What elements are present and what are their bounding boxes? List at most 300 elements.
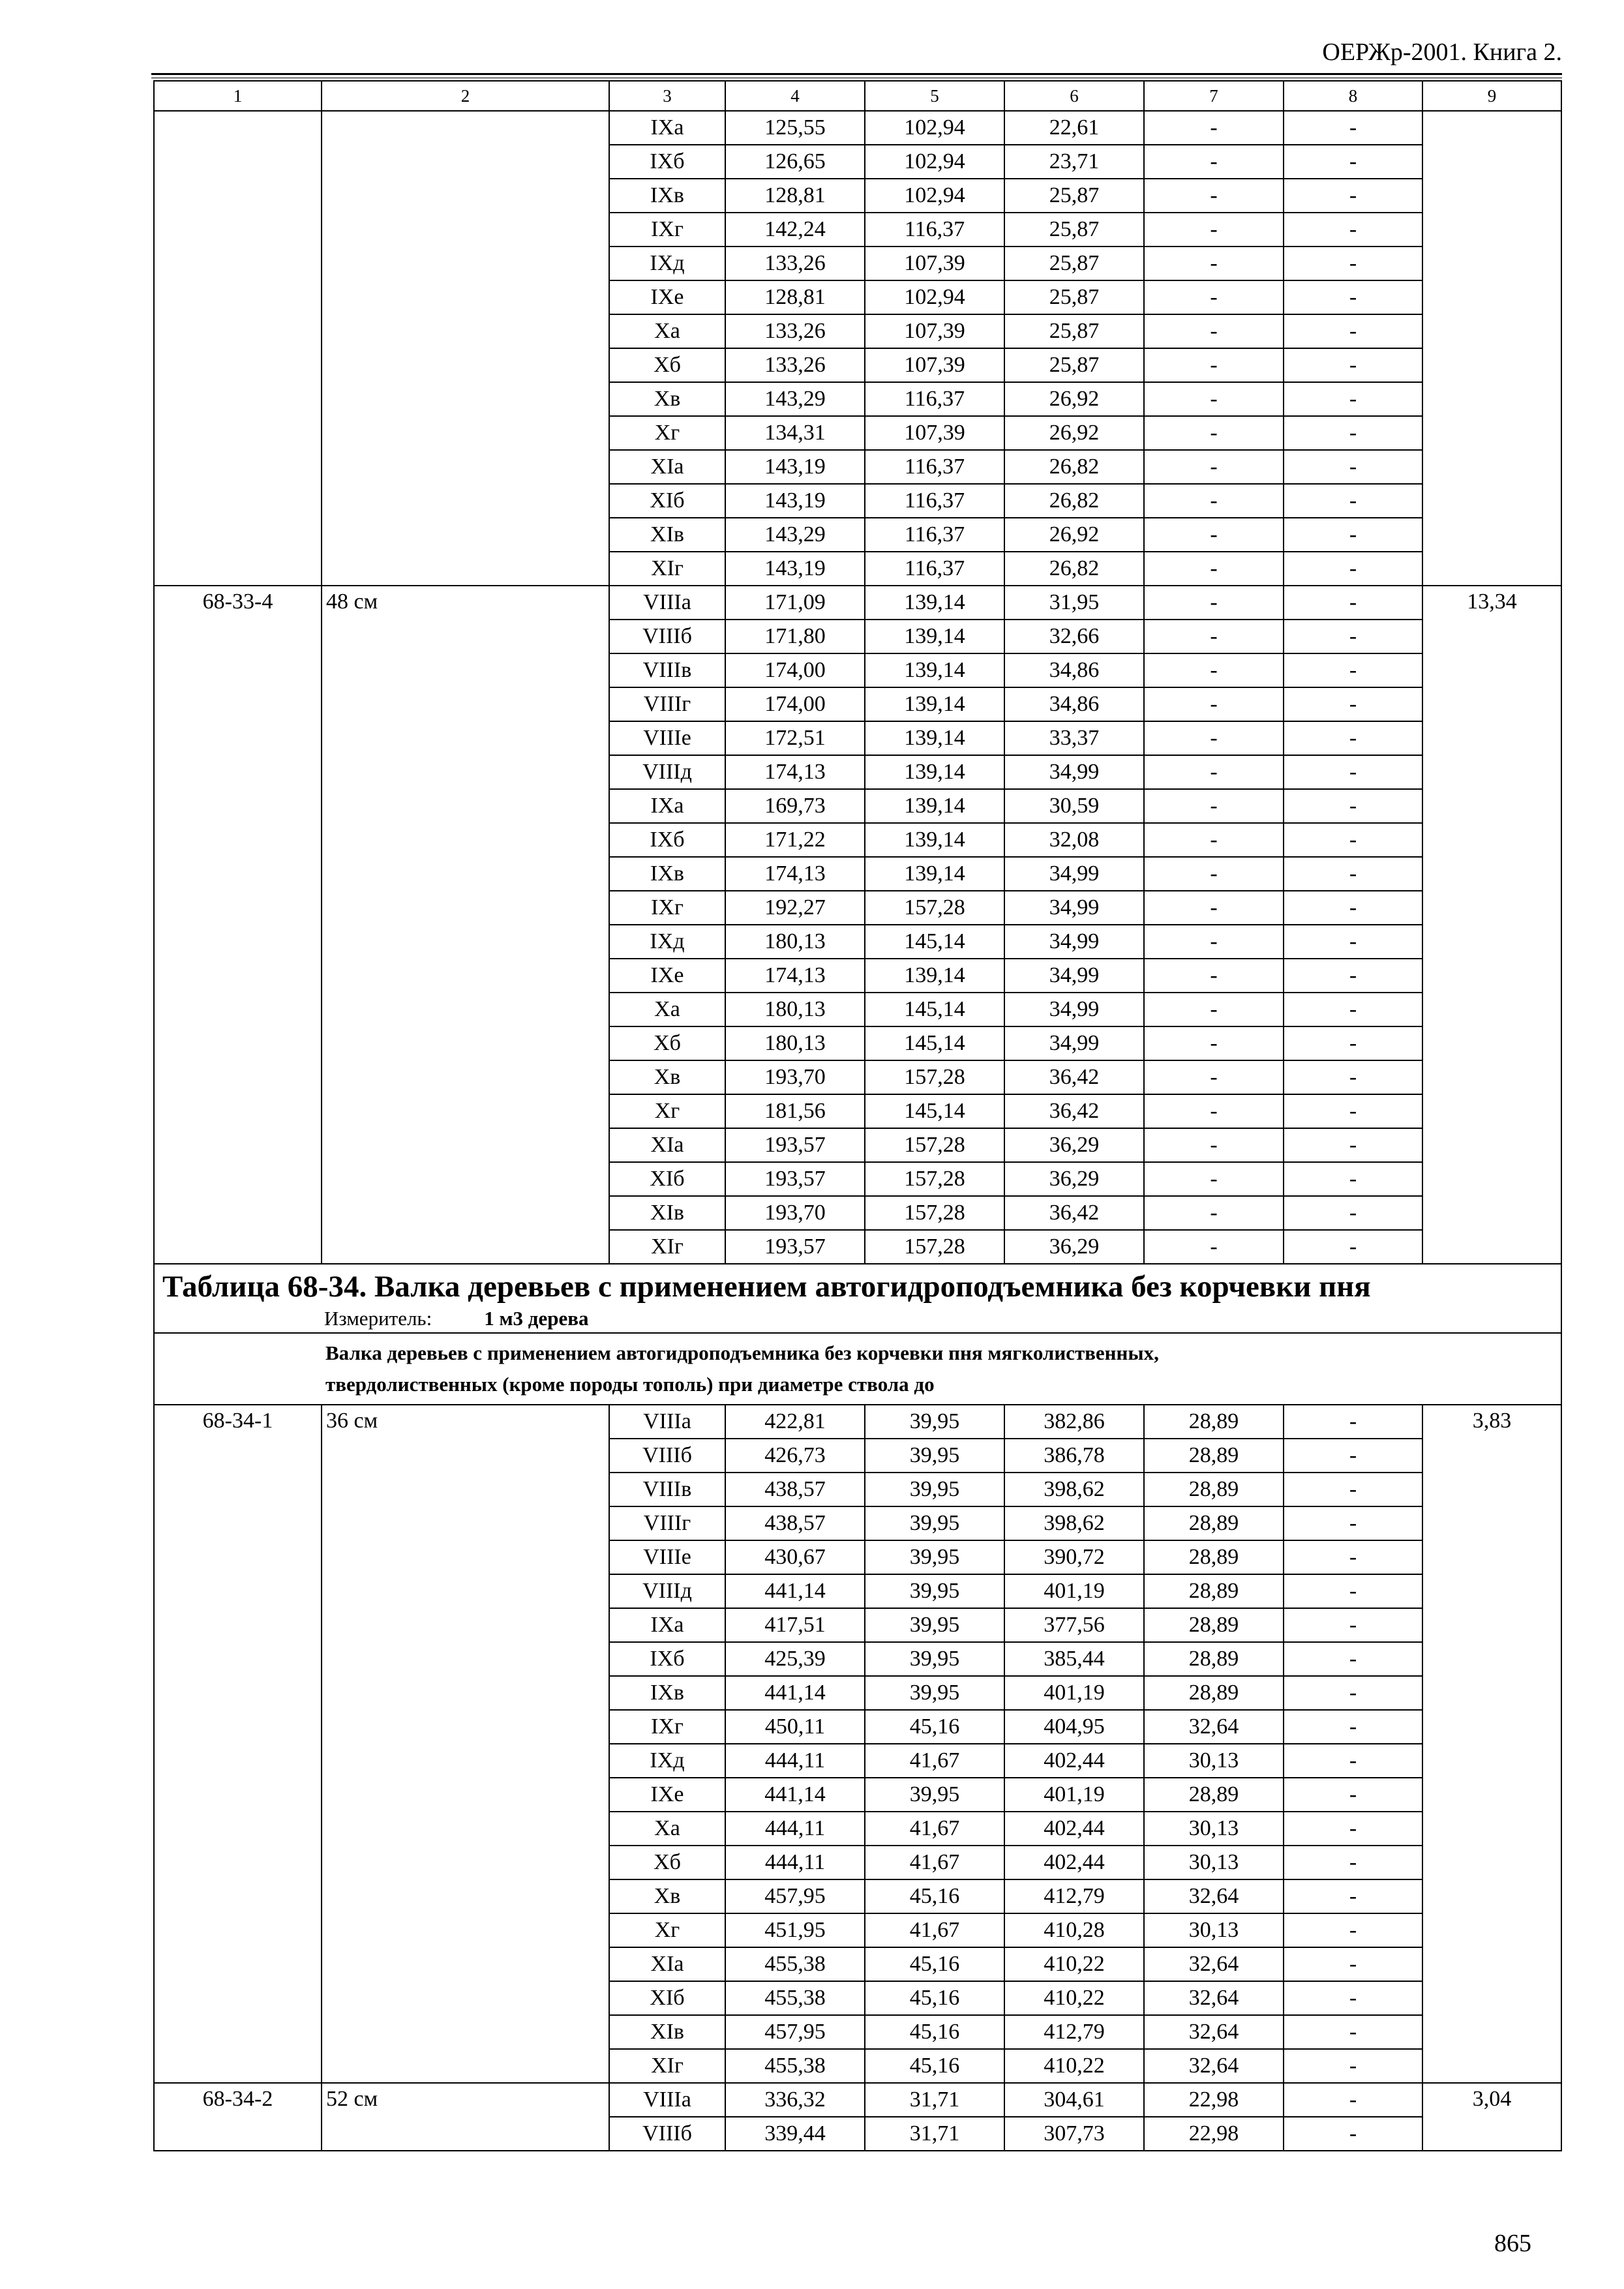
value-cell-col4: 417,51 <box>725 1608 865 1642</box>
value-cell-col3: VIIIа <box>609 586 725 620</box>
value-cell-col7: - <box>1144 959 1284 993</box>
running-header: ОЕРЖр-2001. Книга 2. <box>1322 38 1562 66</box>
value-cell-col5: 41,67 <box>865 1846 1004 1879</box>
value-cell-col3: IXб <box>609 823 725 857</box>
value-cell-col5: 102,94 <box>865 179 1004 213</box>
value-cell-col3: Xб <box>609 348 725 382</box>
value-cell-col5: 39,95 <box>865 1473 1004 1506</box>
value-cell-col4: 430,67 <box>725 1540 865 1574</box>
value-cell-col7: - <box>1144 382 1284 416</box>
value-cell-col3: IXв <box>609 1676 725 1710</box>
value-cell-col7: 30,13 <box>1144 1812 1284 1846</box>
value-cell-col8: - <box>1284 2049 1422 2083</box>
value-cell-col4: 133,26 <box>725 314 865 348</box>
value-cell-col7: - <box>1144 518 1284 552</box>
value-cell-col4: 174,00 <box>725 687 865 721</box>
value-cell-col4: 180,13 <box>725 925 865 959</box>
value-cell-col6: 398,62 <box>1004 1506 1144 1540</box>
meter-value: 1 м3 дерева <box>484 1307 589 1330</box>
value-cell-col4: 128,81 <box>725 280 865 314</box>
value-cell-col8: - <box>1284 1473 1422 1506</box>
value-cell-col3: XIг <box>609 552 725 586</box>
column-number-4: 4 <box>725 81 865 111</box>
value-cell-col5: 116,37 <box>865 518 1004 552</box>
value-cell-col7: 32,64 <box>1144 1947 1284 1981</box>
value-cell-col8: - <box>1284 1846 1422 1879</box>
value-cell-col4: 444,11 <box>725 1846 865 1879</box>
value-cell-col4: 438,57 <box>725 1473 865 1506</box>
value-cell-col3: IXв <box>609 179 725 213</box>
value-cell-col4: 444,11 <box>725 1812 865 1846</box>
value-cell-col5: 39,95 <box>865 1574 1004 1608</box>
value-cell-col3: XIг <box>609 2049 725 2083</box>
value-cell-col5: 45,16 <box>865 1710 1004 1744</box>
value-cell-col3: IXв <box>609 857 725 891</box>
value-cell-col6: 382,86 <box>1004 1405 1144 1439</box>
value-cell-col6: 23,71 <box>1004 145 1144 179</box>
value-cell-col3: IXб <box>609 1642 725 1676</box>
value-cell-col4: 193,70 <box>725 1060 865 1094</box>
value-cell-col6: 401,19 <box>1004 1676 1144 1710</box>
value-cell-col8: - <box>1284 382 1422 416</box>
value-cell-col6: 410,22 <box>1004 1947 1144 1981</box>
value-cell-col4: 172,51 <box>725 721 865 755</box>
value-cell-col5: 139,14 <box>865 653 1004 687</box>
value-cell-col4: 425,39 <box>725 1642 865 1676</box>
value-cell-col6: 377,56 <box>1004 1608 1144 1642</box>
value-cell-col5: 45,16 <box>865 2015 1004 2049</box>
value-cell-col8: - <box>1284 823 1422 857</box>
value-cell-col5: 107,39 <box>865 314 1004 348</box>
value-cell-col8: - <box>1284 1026 1422 1060</box>
value-cell-col7: 28,89 <box>1144 1506 1284 1540</box>
value-cell-col4: 134,31 <box>725 416 865 450</box>
value-cell-col7: 28,89 <box>1144 1676 1284 1710</box>
rate-code-cell: 68-34-2 <box>154 2083 322 2151</box>
value-cell-col4: 438,57 <box>725 1506 865 1540</box>
value-cell-col7: - <box>1144 552 1284 586</box>
value-cell-col5: 157,28 <box>865 1230 1004 1264</box>
value-cell-col3: IXе <box>609 280 725 314</box>
page-number: 865 <box>1494 2230 1531 2257</box>
rate-name-cell: 52 см <box>322 2083 609 2151</box>
value-cell-col5: 102,94 <box>865 145 1004 179</box>
description-line: твердолиственных (кроме породы тополь) при диаметре ствола до <box>325 1373 935 1396</box>
value-cell-col3: VIIIб <box>609 1439 725 1473</box>
value-cell-col4: 126,65 <box>725 145 865 179</box>
value-cell-col3: XIа <box>609 1128 725 1162</box>
value-cell-col7: - <box>1144 213 1284 247</box>
description-row <box>154 1333 1561 1405</box>
value-cell-col4: 181,56 <box>725 1094 865 1128</box>
value-cell-col7: 32,64 <box>1144 2015 1284 2049</box>
value-cell-col5: 157,28 <box>865 1196 1004 1230</box>
value-cell-col5: 139,14 <box>865 789 1004 823</box>
value-cell-col6: 401,19 <box>1004 1778 1144 1812</box>
value-cell-col7: - <box>1144 721 1284 755</box>
value-cell-col5: 102,94 <box>865 111 1004 145</box>
value-cell-col4: 455,38 <box>725 1981 865 2015</box>
value-cell-col5: 45,16 <box>865 2049 1004 2083</box>
value-cell-col3: IXа <box>609 789 725 823</box>
value-cell-col6: 401,19 <box>1004 1574 1144 1608</box>
value-cell-col5: 39,95 <box>865 1439 1004 1473</box>
value-cell-col4: 451,95 <box>725 1913 865 1947</box>
value-cell-col4: 143,29 <box>725 382 865 416</box>
value-cell-col4: 180,13 <box>725 1026 865 1060</box>
value-cell-col7: 22,98 <box>1144 2083 1284 2117</box>
value-cell-col3: IXа <box>609 1608 725 1642</box>
value-cell-col7: 30,13 <box>1144 1846 1284 1879</box>
value-cell-col8: - <box>1284 1981 1422 2015</box>
value-cell-col5: 39,95 <box>865 1540 1004 1574</box>
value-cell-col3: XIв <box>609 518 725 552</box>
value-cell-col5: 39,95 <box>865 1642 1004 1676</box>
value-cell-col6: 304,61 <box>1004 2083 1144 2117</box>
value-cell-col5: 139,14 <box>865 755 1004 789</box>
value-cell-col4: 441,14 <box>725 1574 865 1608</box>
value-cell-col7: 32,64 <box>1144 2049 1284 2083</box>
value-cell-col8: - <box>1284 1710 1422 1744</box>
value-cell-col6: 36,29 <box>1004 1230 1144 1264</box>
value-cell-col6: 31,95 <box>1004 586 1144 620</box>
value-cell-col8: - <box>1284 721 1422 755</box>
value-cell-col7: - <box>1144 857 1284 891</box>
value-cell-col6: 25,87 <box>1004 280 1144 314</box>
value-cell-col7: - <box>1144 1162 1284 1196</box>
value-cell-col3: Xг <box>609 1094 725 1128</box>
value-cell-col5: 145,14 <box>865 1094 1004 1128</box>
value-cell-col6: 26,82 <box>1004 450 1144 484</box>
value-cell-col8: - <box>1284 687 1422 721</box>
value-cell-col8: - <box>1284 213 1422 247</box>
value-cell-col4: 457,95 <box>725 1879 865 1913</box>
value-cell-col7: 28,89 <box>1144 1778 1284 1812</box>
value-cell-col6: 410,22 <box>1004 1981 1144 2015</box>
value-cell-col5: 145,14 <box>865 993 1004 1026</box>
value-cell-col3: VIIIе <box>609 1540 725 1574</box>
value-cell-col3: IXд <box>609 925 725 959</box>
value-cell-col4: 169,73 <box>725 789 865 823</box>
value-cell-col6: 404,95 <box>1004 1710 1144 1744</box>
value-cell-col4: 174,13 <box>725 755 865 789</box>
column-number-6: 6 <box>1004 81 1144 111</box>
value-cell-col4: 125,55 <box>725 111 865 145</box>
value-cell-col7: - <box>1144 620 1284 653</box>
value-cell-col5: 116,37 <box>865 552 1004 586</box>
value-cell-col7: 28,89 <box>1144 1439 1284 1473</box>
value-cell-col8: - <box>1284 552 1422 586</box>
value-cell-col7: - <box>1144 484 1284 518</box>
value-cell-col6: 36,29 <box>1004 1162 1144 1196</box>
value-cell-col5: 39,95 <box>865 1506 1004 1540</box>
value-cell-col6: 36,42 <box>1004 1094 1144 1128</box>
value-cell-col8: - <box>1284 1230 1422 1264</box>
value-cell-col8: - <box>1284 1947 1422 1981</box>
value-cell-col5: 39,95 <box>865 1676 1004 1710</box>
value-cell-col6: 402,44 <box>1004 1744 1144 1778</box>
value-cell-col5: 102,94 <box>865 280 1004 314</box>
value-cell-col3: Xа <box>609 1812 725 1846</box>
value-cell-col8: - <box>1284 2083 1422 2117</box>
value-cell-col7: 28,89 <box>1144 1574 1284 1608</box>
value-cell-col7: 30,13 <box>1144 1913 1284 1947</box>
value-cell-col3: IXе <box>609 1778 725 1812</box>
value-cell-col5: 116,37 <box>865 213 1004 247</box>
value-cell-col7: 28,89 <box>1144 1642 1284 1676</box>
value-cell-col6: 26,92 <box>1004 382 1144 416</box>
value-cell-col8: - <box>1284 2015 1422 2049</box>
value-cell-col6: 25,87 <box>1004 179 1144 213</box>
table-row <box>154 586 1561 620</box>
value-cell-col8: - <box>1284 348 1422 382</box>
value-cell-col3: VIIIв <box>609 1473 725 1506</box>
value-cell-col3: IXг <box>609 1710 725 1744</box>
value-cell-col4: 174,00 <box>725 653 865 687</box>
value-cell-col7: - <box>1144 1060 1284 1094</box>
value-cell-col3: IXб <box>609 145 725 179</box>
value-cell-col5: 139,14 <box>865 687 1004 721</box>
value-cell-col8: - <box>1284 1778 1422 1812</box>
value-cell-col5: 39,95 <box>865 1608 1004 1642</box>
value-cell-col3: VIIIв <box>609 653 725 687</box>
value-cell-col8: - <box>1284 1642 1422 1676</box>
value-cell-col3: XIг <box>609 1230 725 1264</box>
value-cell-col8: - <box>1284 1608 1422 1642</box>
value-cell-col7: 32,64 <box>1144 1710 1284 1744</box>
value-cell-col3: Xа <box>609 314 725 348</box>
value-cell-col6: 32,08 <box>1004 823 1144 857</box>
value-cell-col8: - <box>1284 959 1422 993</box>
value-cell-col7: - <box>1144 891 1284 925</box>
value-cell-col4: 171,22 <box>725 823 865 857</box>
value-cell-col6: 402,44 <box>1004 1812 1144 1846</box>
value-cell-col7: 28,89 <box>1144 1540 1284 1574</box>
column-number-5: 5 <box>865 81 1004 111</box>
value-cell-col7: - <box>1144 314 1284 348</box>
value-cell-col3: Xб <box>609 1026 725 1060</box>
value-cell-col3: IXе <box>609 959 725 993</box>
value-cell-col6: 386,78 <box>1004 1439 1144 1473</box>
column-number-2: 2 <box>322 81 609 111</box>
value-cell-col7: - <box>1144 1094 1284 1128</box>
value-cell-col8: - <box>1284 1196 1422 1230</box>
value-cell-col6: 402,44 <box>1004 1846 1144 1879</box>
value-cell-col6: 398,62 <box>1004 1473 1144 1506</box>
col9-cell: 3,83 <box>1422 1405 1561 2083</box>
value-cell-col3: IXа <box>609 111 725 145</box>
column-header-row <box>154 81 1561 111</box>
value-cell-col5: 107,39 <box>865 416 1004 450</box>
value-cell-col6: 26,82 <box>1004 552 1144 586</box>
value-cell-col7: - <box>1144 145 1284 179</box>
value-cell-col5: 116,37 <box>865 382 1004 416</box>
value-cell-col8: - <box>1284 891 1422 925</box>
value-cell-col6: 22,61 <box>1004 111 1144 145</box>
value-cell-col4: 441,14 <box>725 1778 865 1812</box>
value-cell-col8: - <box>1284 925 1422 959</box>
value-cell-col7: - <box>1144 348 1284 382</box>
value-cell-col4: 128,81 <box>725 179 865 213</box>
value-cell-col8: - <box>1284 518 1422 552</box>
value-cell-col7: - <box>1144 925 1284 959</box>
value-cell-col5: 139,14 <box>865 857 1004 891</box>
value-cell-col4: 192,27 <box>725 891 865 925</box>
value-cell-col3: Xг <box>609 416 725 450</box>
value-cell-col5: 139,14 <box>865 721 1004 755</box>
value-cell-col4: 143,19 <box>725 484 865 518</box>
value-cell-col7: - <box>1144 111 1284 145</box>
value-cell-col8: - <box>1284 1913 1422 1947</box>
value-cell-col7: - <box>1144 993 1284 1026</box>
value-cell-col7: - <box>1144 280 1284 314</box>
value-cell-col8: - <box>1284 1439 1422 1473</box>
value-cell-col6: 390,72 <box>1004 1540 1144 1574</box>
value-cell-col3: VIIIб <box>609 620 725 653</box>
value-cell-col8: - <box>1284 1574 1422 1608</box>
value-cell-col5: 116,37 <box>865 450 1004 484</box>
value-cell-col6: 36,42 <box>1004 1196 1144 1230</box>
value-cell-col3: IXг <box>609 213 725 247</box>
value-cell-col6: 412,79 <box>1004 2015 1144 2049</box>
value-cell-col7: - <box>1144 416 1284 450</box>
value-cell-col5: 31,71 <box>865 2117 1004 2151</box>
value-cell-col5: 107,39 <box>865 247 1004 280</box>
value-cell-col5: 139,14 <box>865 620 1004 653</box>
value-cell-col3: IXд <box>609 1744 725 1778</box>
rate-name-cell: 48 см <box>322 586 609 1264</box>
value-cell-col7: - <box>1144 586 1284 620</box>
value-cell-col6: 25,87 <box>1004 348 1144 382</box>
value-cell-col5: 139,14 <box>865 959 1004 993</box>
value-cell-col3: VIIIб <box>609 2117 725 2151</box>
value-cell-col5: 157,28 <box>865 1060 1004 1094</box>
value-cell-col7: 28,89 <box>1144 1405 1284 1439</box>
value-cell-col7: - <box>1144 1128 1284 1162</box>
value-cell-col4: 171,80 <box>725 620 865 653</box>
value-cell-col8: - <box>1284 111 1422 145</box>
value-cell-col6: 36,42 <box>1004 1060 1144 1094</box>
value-cell-col8: - <box>1284 993 1422 1026</box>
value-cell-col5: 45,16 <box>865 1981 1004 2015</box>
value-cell-col8: - <box>1284 857 1422 891</box>
value-cell-col7: 28,89 <box>1144 1608 1284 1642</box>
value-cell-col5: 145,14 <box>865 925 1004 959</box>
column-number-9: 9 <box>1422 81 1561 111</box>
value-cell-col6: 26,82 <box>1004 484 1144 518</box>
value-cell-col8: - <box>1284 1128 1422 1162</box>
column-number-8: 8 <box>1284 81 1422 111</box>
value-cell-col4: 133,26 <box>725 247 865 280</box>
value-cell-col5: 31,71 <box>865 2083 1004 2117</box>
value-cell-col7: 28,89 <box>1144 1473 1284 1506</box>
value-cell-col5: 107,39 <box>865 348 1004 382</box>
value-cell-col6: 25,87 <box>1004 247 1144 280</box>
value-cell-col4: 171,09 <box>725 586 865 620</box>
meter-line <box>162 1306 1554 1331</box>
value-cell-col8: - <box>1284 620 1422 653</box>
column-number-3: 3 <box>609 81 725 111</box>
value-cell-col3: VIIIг <box>609 687 725 721</box>
header-rule <box>151 73 1562 75</box>
description-cell <box>154 1333 1561 1405</box>
value-cell-col6: 33,37 <box>1004 721 1144 755</box>
value-cell-col8: - <box>1284 450 1422 484</box>
value-cell-col7: - <box>1144 687 1284 721</box>
value-cell-col8: - <box>1284 1676 1422 1710</box>
value-cell-col7: - <box>1144 247 1284 280</box>
value-cell-col4: 174,13 <box>725 857 865 891</box>
value-cell-col4: 426,73 <box>725 1439 865 1473</box>
value-cell-col4: 444,11 <box>725 1744 865 1778</box>
value-cell-col7: - <box>1144 653 1284 687</box>
value-cell-col6: 34,99 <box>1004 857 1144 891</box>
value-cell-col4: 193,57 <box>725 1230 865 1264</box>
value-cell-col8: - <box>1284 1162 1422 1196</box>
table-row <box>154 2083 1561 2117</box>
meter-label: Измеритель: <box>324 1307 432 1330</box>
value-cell-col3: Xа <box>609 993 725 1026</box>
value-cell-col3: IXг <box>609 891 725 925</box>
value-cell-col4: 193,57 <box>725 1128 865 1162</box>
value-cell-col8: - <box>1284 1094 1422 1128</box>
value-cell-col4: 180,13 <box>725 993 865 1026</box>
value-cell-col4: 457,95 <box>725 2015 865 2049</box>
value-cell-col8: - <box>1284 1506 1422 1540</box>
description-line: Валка деревьев с применением автогидроподъемника без корчевки пня мягколиственных, <box>325 1341 1159 1364</box>
value-cell-col7: 30,13 <box>1144 1744 1284 1778</box>
value-cell-col3: Xв <box>609 1879 725 1913</box>
col9-cell <box>1422 111 1561 586</box>
value-cell-col7: - <box>1144 1196 1284 1230</box>
col9-cell: 3,04 <box>1422 2083 1561 2151</box>
value-cell-col3: VIIIд <box>609 755 725 789</box>
value-cell-col4: 339,44 <box>725 2117 865 2151</box>
value-cell-col6: 25,87 <box>1004 213 1144 247</box>
value-cell-col8: - <box>1284 755 1422 789</box>
value-cell-col4: 133,26 <box>725 348 865 382</box>
value-cell-col7: 22,98 <box>1144 2117 1284 2151</box>
value-cell-col6: 34,99 <box>1004 1026 1144 1060</box>
value-cell-col6: 25,87 <box>1004 314 1144 348</box>
value-cell-col8: - <box>1284 484 1422 518</box>
value-cell-col8: - <box>1284 314 1422 348</box>
rate-code-cell: 68-33-4 <box>154 586 322 1264</box>
rate-name-cell <box>322 111 609 586</box>
value-cell-col7: - <box>1144 755 1284 789</box>
value-cell-col4: 441,14 <box>725 1676 865 1710</box>
value-cell-col8: - <box>1284 179 1422 213</box>
column-number-1: 1 <box>154 81 322 111</box>
value-cell-col3: XIа <box>609 450 725 484</box>
value-cell-col4: 143,19 <box>725 552 865 586</box>
value-cell-col6: 34,99 <box>1004 959 1144 993</box>
value-cell-col6: 32,66 <box>1004 620 1144 653</box>
value-cell-col6: 410,28 <box>1004 1913 1144 1947</box>
value-cell-col7: - <box>1144 450 1284 484</box>
value-cell-col3: VIIIа <box>609 2083 725 2117</box>
value-cell-col8: - <box>1284 1879 1422 1913</box>
value-cell-col6: 34,86 <box>1004 687 1144 721</box>
value-cell-col3: XIб <box>609 1981 725 2015</box>
value-cell-col4: 422,81 <box>725 1405 865 1439</box>
price-table <box>153 80 1562 2151</box>
value-cell-col5: 45,16 <box>865 1879 1004 1913</box>
rate-code-cell: 68-34-1 <box>154 1405 322 2083</box>
value-cell-col7: - <box>1144 1230 1284 1264</box>
rate-name-cell: 36 см <box>322 1405 609 2083</box>
value-cell-col4: 142,24 <box>725 213 865 247</box>
